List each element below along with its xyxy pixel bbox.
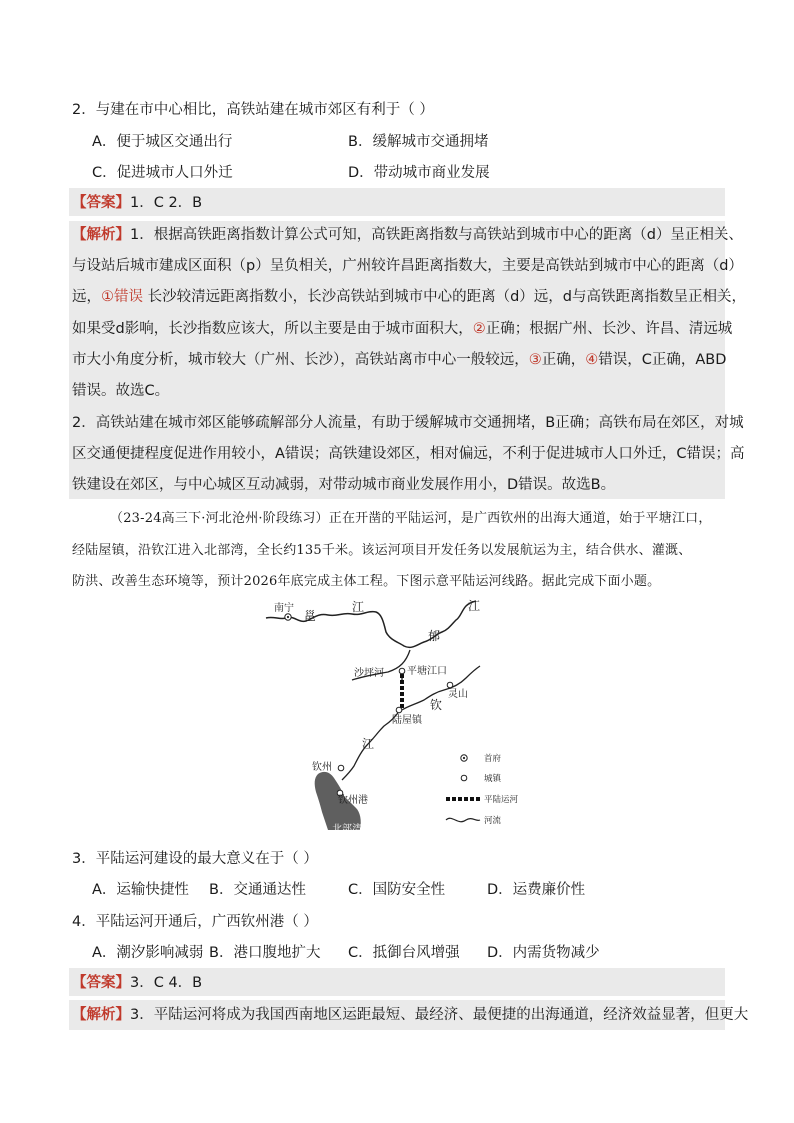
analysis-2-line-1 xyxy=(72,1005,748,1025)
label-nanning: 南宁 xyxy=(274,603,294,614)
label-yong: 邕 xyxy=(304,609,317,623)
q4-option-d: D．内需货物减少 xyxy=(487,945,600,961)
label-qinzhougang: 钦州港 xyxy=(338,795,368,806)
legend-canal: 平陆运河 xyxy=(484,795,519,805)
passage-line-1: （23-24高三下·河北沧州·阶段练习）正在开凿的平陆运河，是广西钦州的出海大通道，始于平塘江口， xyxy=(110,511,712,526)
q4-option-c: C．抵御台风增强 xyxy=(348,945,460,961)
q3-option-c: C．国防安全性 xyxy=(348,882,446,898)
analysis-2-text-1: 3．平陆运河将成为我国西南地区运距最短、最经济、最便捷的出海通道，经济效益显著，但更大 xyxy=(130,1007,749,1023)
analysis-tag-2: 【解析】 xyxy=(72,1007,130,1023)
passage-line-2: 经陆屋镇，沿钦江进入北部湾，全长约135千米。该运河项目开发任务以发展航运为主，结合供水、灌溉、 xyxy=(72,543,692,558)
label-jiang-3: 江 xyxy=(362,737,375,751)
pingtangjiangkou-town xyxy=(399,668,405,674)
analysis-line-9: 铁建设在郊区，与中心城区互动减弱，对带动城市商业发展作用小，D错误。故选B。 xyxy=(72,477,616,493)
analysis-text-5a: 市大小角度分析，城市较大（广州、长沙），高铁站离市中心一般较远， xyxy=(72,352,529,368)
label-qinzhou: 钦州 xyxy=(312,762,332,773)
lingshan-town xyxy=(447,682,453,688)
analysis-text-4c: 正确；根据广州、长沙、许昌、清远城 xyxy=(485,321,733,337)
qinzhou-town xyxy=(338,765,344,771)
luwuzhen-town xyxy=(396,707,402,713)
q2-option-a: A．便于城区交通出行 xyxy=(92,134,233,150)
answer-text: 1．C 2．B xyxy=(130,195,203,211)
label-luwuzhen: 陆屋镇 xyxy=(392,715,422,726)
analysis-text-5c: 正确， xyxy=(541,352,586,368)
question-2-stem: 2．与建在市中心相比，高铁站建在城市郊区有利于（ ） xyxy=(72,102,434,118)
q3-option-a: A．运输快捷性 xyxy=(92,882,189,898)
analysis-line-3 xyxy=(72,287,746,307)
circled-1-marker: ①错误 xyxy=(101,289,143,305)
legend-town-icon xyxy=(461,775,467,781)
q2-option-b: B．缓解城市交通拥堵 xyxy=(348,134,489,150)
label-pingtangjiangkou: 平塘江口 xyxy=(407,666,447,677)
answer-text-2: 3．C 4．B xyxy=(130,975,203,991)
analysis-text-5e: 错误，C正确，ABD xyxy=(598,352,727,368)
q2-option-d: D．带动城市商业发展 xyxy=(348,165,490,181)
analysis-line-7: 2．高铁站建在城市郊区能够疏解部分人流量，有助于缓解城市交通拥堵，B正确；高铁布局在郊区，对城 xyxy=(72,415,744,431)
label-lingshan: 灵山 xyxy=(448,689,468,700)
yong-yu-river xyxy=(266,601,476,647)
analysis-text-3c: 长沙较清远距离指数小，长沙高铁站到城市中心的距离（d）远，d与高铁距离指数呈正相关， xyxy=(147,289,747,305)
q4-option-a: A．潮汐影响减弱 xyxy=(92,945,204,961)
analysis-line-2: 与设站后城市建成区面积（p）呈负相关，广州较许昌距离指数大，主要是高铁站到城市中心的距离（d） xyxy=(72,258,743,274)
circled-4-marker: ④ xyxy=(585,352,599,368)
circled-3-marker: ③ xyxy=(528,352,542,368)
answer-2 xyxy=(72,973,202,993)
analysis-line-5 xyxy=(72,350,726,370)
label-qin: 钦 xyxy=(430,698,443,712)
question-3-stem: 3．平陆运河建设的最大意义在于（ ） xyxy=(72,851,318,867)
answer-tag: 【答案】 xyxy=(72,195,130,211)
legend-river: 河流 xyxy=(484,816,502,826)
q2-option-c: C．促进城市人口外迁 xyxy=(92,165,233,181)
q3-option-b: B．交通通达性 xyxy=(209,882,306,898)
answer-1 xyxy=(72,193,202,213)
answer-tag-2: 【答案】 xyxy=(72,975,130,991)
analysis-line-8: 区交通便捷程度促进作用较小，A错误；高铁建设郊区，相对偏远，不利于促进城市人口外迁，C错误；高 xyxy=(72,446,745,462)
analysis-line-1 xyxy=(72,225,743,245)
label-beibuwan: 北部湾 xyxy=(332,824,362,834)
q3-option-d: D．运费廉价性 xyxy=(487,882,586,898)
analysis-text-4a: 如果受d影响，长沙指数应该大，所以主要是由于城市面积大， xyxy=(72,321,473,337)
analysis-tag: 【解析】 xyxy=(72,227,130,243)
analysis-line-4 xyxy=(72,319,732,339)
qin-river-main xyxy=(342,672,402,780)
legend-town: 城镇 xyxy=(484,774,502,784)
analysis-text-3a: 远， xyxy=(72,289,101,305)
passage-line-3: 防洪、改善生态环境等，预计2026年底完成主体工程。下图示意平陆运河线路。据此完成下面小题。 xyxy=(72,574,661,589)
question-4-stem: 4．平陆运河开通后，广西钦州港（ ） xyxy=(72,914,318,930)
legend-capital: 首府 xyxy=(484,754,502,764)
label-yu: 郁 xyxy=(428,629,441,643)
analysis-text-1: 1．根据高铁距离指数计算公式可知，高铁距离指数与高铁站到城市中心的距离（d）呈正相关、 xyxy=(130,227,743,243)
label-jiang-1: 江 xyxy=(352,600,365,614)
circled-2-marker: ② xyxy=(472,321,486,337)
label-shapinghe: 沙坪河 xyxy=(354,668,384,679)
q4-option-b: B．港口腹地扩大 xyxy=(209,945,321,961)
canal-route-map xyxy=(262,598,542,834)
legend-river-icon xyxy=(446,818,480,821)
label-jiang-2: 江 xyxy=(468,599,481,613)
analysis-line-6: 错误。故选C。 xyxy=(72,383,170,399)
